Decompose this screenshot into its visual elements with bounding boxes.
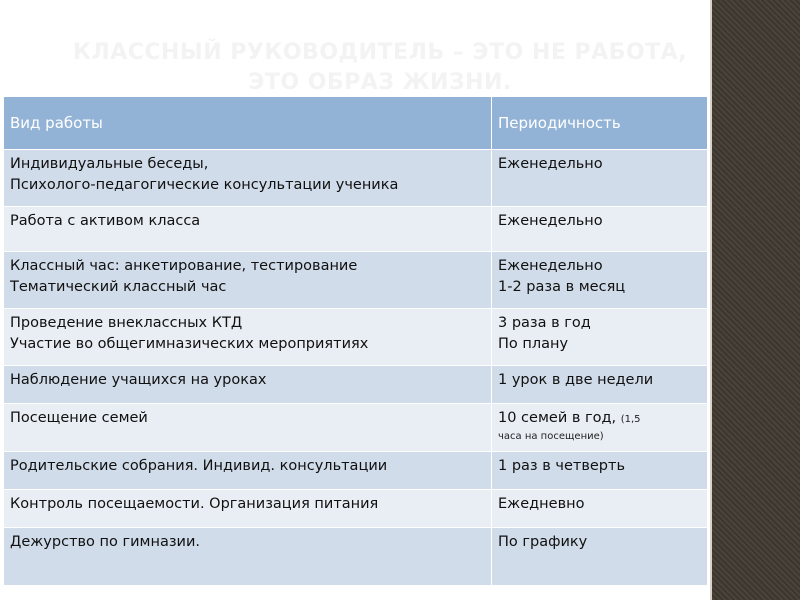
cell-work — [4, 207, 492, 252]
cell-text: Классный час: анкетирование, тестирование — [10, 258, 358, 274]
cell-note: (1,5 — [620, 414, 641, 425]
cell-period — [492, 404, 708, 452]
cell-work — [4, 309, 492, 366]
side-panel-edge — [710, 0, 712, 600]
cell-text: Работа с активом класса — [10, 213, 201, 229]
cell-text: Ежедневно — [498, 496, 585, 512]
cell-text: Индивидуальные беседы, — [10, 156, 209, 172]
work-schedule-table — [3, 96, 708, 586]
cell-period — [492, 366, 708, 404]
header-periodicity: Периодичность — [492, 97, 708, 150]
table-row — [4, 404, 708, 452]
table-row — [4, 490, 708, 528]
cell-text: Еженедельно — [498, 213, 603, 229]
cell-text: Участие во общегимназических мероприятиях — [10, 336, 369, 352]
table-row — [4, 252, 708, 309]
cell-text: Родительские собрания. Индивид. консультации — [10, 458, 388, 474]
cell-text: Посещение семей — [10, 410, 148, 426]
table-row — [4, 150, 708, 207]
table-row — [4, 309, 708, 366]
cell-period — [492, 528, 708, 586]
cell-text: Проведение внеклассных КТД — [10, 315, 243, 331]
cell-work — [4, 404, 492, 452]
table-row — [4, 366, 708, 404]
cell-text: 1 раз в четверть — [498, 458, 625, 474]
cell-text: 3 раза в год — [498, 315, 591, 331]
cell-period — [492, 150, 708, 207]
cell-work — [4, 366, 492, 404]
slide-title-line-1: КЛАССНЫЙ РУКОВОДИТЕЛЬ – ЭТО НЕ РАБОТА, — [72, 40, 688, 65]
cell-note: часа на посещение) — [498, 431, 604, 442]
cell-work — [4, 528, 492, 586]
cell-period — [492, 309, 708, 366]
table-row — [4, 528, 708, 586]
cell-period — [492, 490, 708, 528]
cell-work — [4, 490, 492, 528]
cell-text: 1 урок в две недели — [498, 372, 654, 388]
header-work-type: Вид работы — [4, 97, 492, 150]
cell-text: Контроль посещаемости. Организация питания — [10, 496, 379, 512]
cell-period — [492, 252, 708, 309]
cell-text: Еженедельно — [498, 156, 603, 172]
table-header-row — [4, 97, 708, 150]
cell-text: Дежурство по гимназии. — [10, 534, 201, 550]
table-row — [4, 452, 708, 490]
cell-period — [492, 207, 708, 252]
cell-text: Наблюдение учащихся на уроках — [10, 372, 267, 388]
cell-text: По плану — [498, 336, 569, 352]
cell-period — [492, 452, 708, 490]
table-row — [4, 207, 708, 252]
cell-work — [4, 150, 492, 207]
cell-work — [4, 252, 492, 309]
cell-text: 1-2 раза в месяц — [498, 279, 626, 295]
slide-title — [60, 38, 700, 98]
cell-text: Тематический классный час — [10, 279, 227, 295]
slide-title-line-2: ЭТО ОБРАЗ ЖИЗНИ. — [248, 70, 512, 95]
cell-text: Психолого-педагогические консультации ученика — [10, 177, 399, 193]
decorative-side-panel — [710, 0, 800, 600]
cell-text: Еженедельно — [498, 258, 603, 274]
cell-text: По графику — [498, 534, 588, 550]
cell-text: 10 семей в год, — [498, 410, 617, 426]
cell-work — [4, 452, 492, 490]
